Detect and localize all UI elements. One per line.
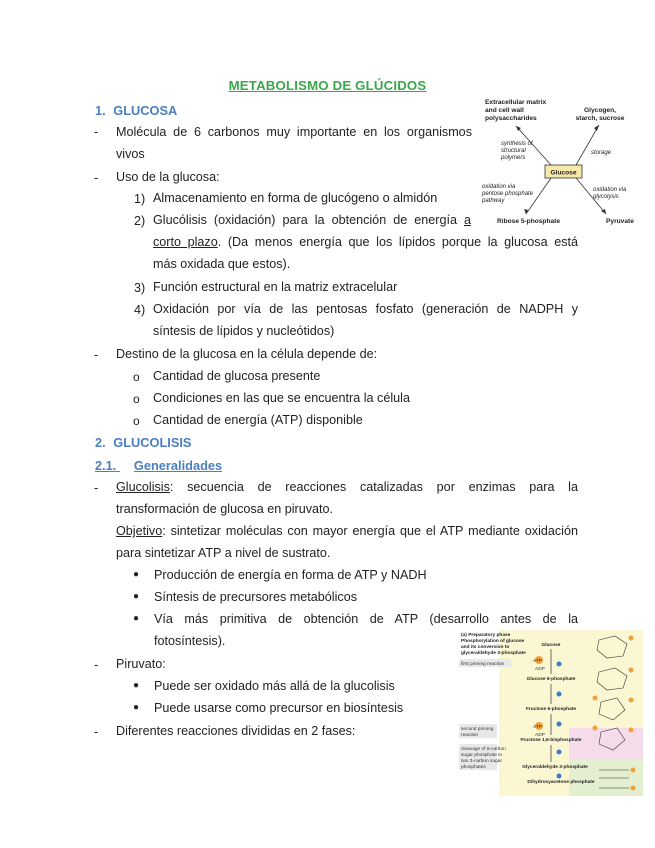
section-1-number: 1.: [95, 103, 106, 118]
glycolysis-definition-line2: transformación de glucosa en piruvato.: [116, 502, 334, 516]
metabolite-gap: Glyceraldehyde 3-phosphate: [522, 765, 588, 770]
use-number: 4): [134, 303, 146, 317]
dash-marker: -: [94, 481, 99, 495]
adp-label: ADP: [535, 667, 545, 672]
circle-marker: o: [133, 414, 140, 428]
cleavage-label: sugar phosphate to: [461, 753, 503, 758]
bullet-marker: ●: [133, 591, 140, 602]
pyruvate-precursor: Puede usarse como precursor en biosíntesis: [154, 701, 404, 715]
second-priming-label: reaction: [461, 733, 479, 738]
cleavage-label: phosphates: [461, 765, 486, 770]
metabolite-g6p: Glucose 6-phosphate: [526, 677, 576, 682]
subsection-2-1-heading: [95, 458, 222, 473]
glucose-definition-line1: Molécula de 6 carbonos muy importante en los organismos: [116, 125, 472, 139]
extracellular-matrix-label: polysaccharides: [485, 115, 537, 122]
cleavage-label: cleavage of 6-carbon: [461, 747, 506, 752]
glycolysis-definition-line1: Glucolisis: secuencia de reacciones catalizadas por enzimas para la: [116, 480, 578, 494]
pentose-label: oxidation via: [482, 184, 516, 190]
section-1-title: GLUCOSA: [113, 103, 178, 118]
factor-glucose-amount: Cantidad de glucosa presente: [153, 369, 321, 383]
glucose-fates-diagram: [481, 96, 636, 233]
ribose-label: Ribose 5-phosphate: [497, 218, 561, 225]
glycolysis-diagram: [459, 628, 645, 798]
synthesis-label: structural: [501, 148, 526, 154]
second-priming-label: second priming: [461, 727, 494, 732]
pyruvate-label: Piruvato:: [116, 657, 166, 671]
pentose-label: pentose phosphate: [482, 191, 534, 197]
svg-text:glyceraldehyde 3-phosphate: glyceraldehyde 3-phosphate: [461, 651, 526, 656]
metabolite-f6p: Fructose 6-phosphate: [525, 707, 577, 712]
atp-label: ATP: [533, 659, 542, 664]
objective-line2: para sintetizar ATP a nivel de sustrato.: [116, 546, 331, 560]
glucose-center-label: Glucose: [550, 169, 577, 177]
section-1-heading: [95, 103, 177, 118]
subsection-2-1-title: Generalidades: [133, 458, 223, 473]
circle-marker: o: [133, 392, 140, 406]
bullet-marker: ●: [133, 680, 140, 691]
metabolite-f16bp: Fructose 1,6-bisphosphate: [520, 738, 582, 743]
cleavage-label: two 3-carbon sugar: [461, 759, 503, 764]
subsection-2-1-number: 2.1.: [95, 458, 117, 473]
dash-marker: -: [94, 348, 99, 362]
glucose-definition-line2: vivos: [116, 147, 145, 161]
use-storage: Almacenamiento en forma de glucógeno o almidón: [153, 191, 438, 205]
page-title: METABOLISMO DE GLÚCIDOS: [228, 78, 427, 93]
section-2-number: 2.: [95, 435, 106, 450]
use-glycolysis-line2: corto plazo. (Da menos energía que los lípidos porque la glucosa está: [153, 235, 578, 249]
dash-marker: -: [94, 125, 99, 139]
phases-label: Diferentes reacciones divididas en 2 fases:: [116, 724, 356, 738]
section-2-title: GLUCOLISIS: [113, 435, 192, 450]
first-priming-label: first priming reaction: [461, 662, 505, 667]
svg-text:Phosphorylation of glucose: Phosphorylation of glucose: [461, 639, 525, 644]
factor-cell-conditions: Condiciones en las que se encuentra la célula: [153, 391, 410, 405]
dash-marker: -: [94, 171, 99, 185]
pentose-label: pathway: [482, 198, 505, 204]
pyruvate-oxidized: Puede ser oxidado más allá de la glucolisis: [154, 679, 395, 693]
dash-marker: -: [94, 725, 99, 739]
metabolite-dhap: Dihydroxyacetone phosphate: [527, 780, 595, 785]
use-number: 2): [134, 214, 146, 228]
extracellular-matrix-label: and cell wall: [485, 107, 524, 114]
extracellular-matrix-label: Extracellular matrix: [485, 99, 547, 106]
bullet-marker: ●: [133, 613, 140, 624]
svg-text:and its conversion to: and its conversion to: [461, 645, 510, 650]
glucose-fate-label: Destino de la glucosa en la célula depende de:: [116, 347, 378, 361]
section-2-heading: [95, 435, 191, 450]
glycogen-label: Glycogen,: [584, 107, 616, 114]
synthesis-label: polymers: [501, 155, 526, 161]
glycolysis-ox-label: oxidation via: [593, 187, 627, 193]
dash-marker: -: [94, 658, 99, 672]
objective-precursors: Síntesis de precursores metabólicos: [154, 590, 357, 604]
use-structural: Función estructural en la matriz extracelular: [153, 280, 398, 294]
atp-label: ATP: [533, 725, 542, 730]
pink-band: [569, 728, 643, 760]
use-pentose-line2: síntesis de lípidos y nucleótidos): [153, 324, 335, 338]
svg-text:(a) Preparatory phase: (a) Preparatory phase: [461, 633, 511, 638]
adp-label: ADP: [535, 733, 545, 738]
pyruvate-label-diagram: Pyruvate: [606, 218, 634, 225]
factor-atp-available: Cantidad de energía (ATP) disponible: [153, 413, 363, 427]
storage-label: storage: [591, 150, 612, 156]
glycolysis-ox-label: glycolysis: [593, 194, 619, 200]
use-pentose-line1: Oxidación por vía de las pentosas fosfato (generación de NADPH y: [153, 302, 578, 316]
objective-line1: Objetivo: sintetizar moléculas con mayor energía que el ATP mediante oxidación: [116, 524, 578, 538]
glucose-uses-label: Uso de la glucosa:: [116, 170, 220, 184]
bullet-marker: ●: [133, 569, 140, 580]
objective-primitive-line1: Vía más primitiva de obtención de ATP (desarrollo antes de la: [154, 612, 578, 626]
circle-marker: o: [133, 370, 140, 384]
synthesis-label: synthesis of: [501, 141, 533, 147]
metabolite-glucose: Glucose: [541, 643, 561, 648]
objective-primitive-line2: fotosíntesis).: [154, 634, 226, 648]
use-glycolysis-line1: Glucólisis (oxidación) para la obtención de energía a: [153, 213, 472, 227]
use-glycolysis-line3: más oxidada que estos).: [153, 257, 291, 271]
bullet-marker: ●: [133, 702, 140, 713]
use-number: 1): [134, 192, 146, 206]
use-number: 3): [134, 281, 146, 295]
objective-energy: Producción de energía en forma de ATP y NADH: [154, 568, 427, 582]
glycogen-label: starch, sucrose: [575, 115, 625, 122]
